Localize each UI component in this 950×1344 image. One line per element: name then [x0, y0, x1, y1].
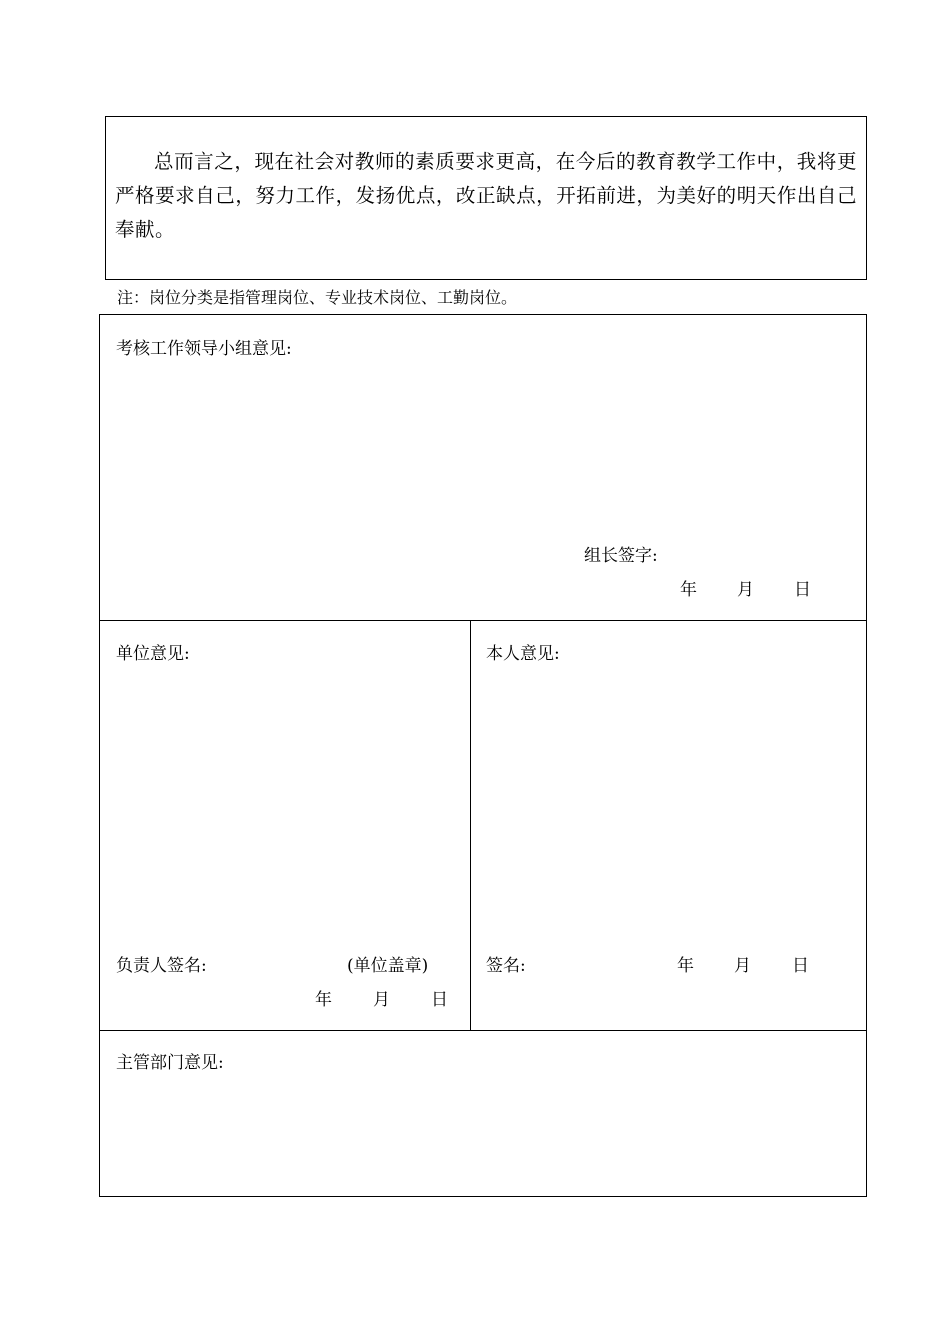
personal-date-year: 年: [677, 956, 694, 976]
leadership-date-month: 月: [737, 580, 754, 600]
group-leader-signature-label: 组长签字:: [584, 546, 658, 566]
personal-signature-label: 签名:: [486, 956, 526, 976]
unit-date-year: 年: [315, 990, 332, 1010]
unit-date-month: 月: [373, 990, 390, 1010]
department-opinion-label: 主管部门意见:: [116, 1053, 224, 1073]
column-divider: [470, 620, 471, 1030]
leadership-date-day: 日: [794, 580, 811, 600]
position-category-note: 注：岗位分类是指管理岗位、专业技术岗位、工勤岗位。: [117, 288, 518, 307]
unit-date-day: 日: [431, 990, 448, 1010]
unit-opinion-label: 单位意见:: [116, 644, 190, 664]
row-divider: [100, 620, 866, 621]
unit-head-signature-label: 负责人签名:: [116, 956, 207, 976]
leadership-group-opinion-label: 考核工作领导小组意见:: [116, 339, 292, 359]
row-divider: [100, 1030, 866, 1031]
personal-date-month: 月: [734, 956, 751, 976]
unit-seal-label: (单位盖章): [347, 956, 429, 976]
assessment-opinion-table: [99, 314, 867, 1197]
leadership-date-year: 年: [680, 580, 697, 600]
summary-box: [105, 116, 867, 280]
personal-opinion-label: 本人意见:: [486, 644, 560, 664]
summary-paragraph: 总而言之，现在社会对教师的素质要求更高，在今后的教育教学工作中，我将更严格要求自己，努力工作，发扬优点，改正缺点，开拓前进，为美好的明天作出自己奉献。: [115, 150, 857, 241]
personal-date-day: 日: [792, 956, 809, 976]
